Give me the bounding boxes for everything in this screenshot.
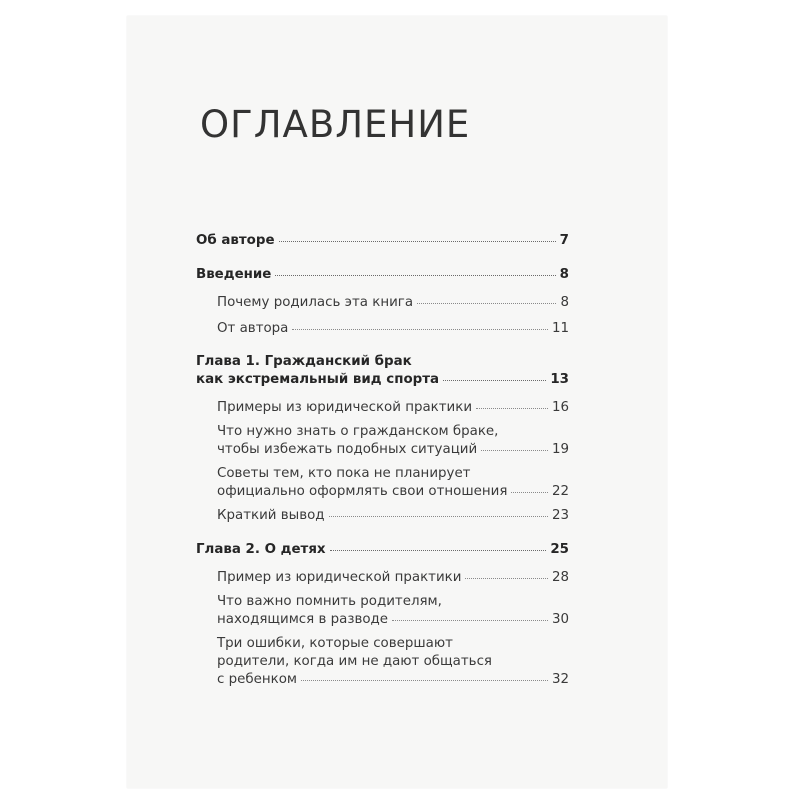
dot-leader [292, 329, 548, 330]
toc-page-number: 8 [559, 267, 569, 282]
dot-leader [301, 680, 548, 681]
toc-entry-label: Об авторе [196, 233, 275, 248]
toc-entry-chapter-1[interactable] [196, 373, 569, 386]
toc-entry-label: находящимся в разводе [217, 612, 389, 627]
toc-ch2-remember-line[interactable]: Что важно помнить родителям, [217, 594, 442, 609]
toc-ch2-mistakes-line-2[interactable]: родители, когда им не дают общаться [217, 654, 492, 669]
toc-page-number: 13 [550, 372, 569, 387]
toc-page-number: 25 [550, 542, 569, 557]
dot-leader [329, 516, 548, 517]
toc-ch2-mistakes-line-1[interactable]: Три ошибки, которые совершают [217, 636, 453, 651]
toc-entry-why-book[interactable] [217, 296, 569, 309]
toc-entry-ch1-examples[interactable] [217, 401, 569, 414]
toc-entry-label: официально оформлять свои отношения [217, 484, 508, 499]
toc-entry-label: Глава 2. О детях [196, 542, 326, 557]
toc-page-number: 30 [551, 612, 569, 627]
dot-leader [443, 380, 546, 381]
toc-ch1-advice-line[interactable]: Советы тем, кто пока не планирует [217, 466, 471, 481]
toc-page-number: 8 [560, 295, 569, 310]
toc-entry-label: как экстремальный вид спорта [196, 372, 440, 387]
dot-leader [465, 578, 547, 579]
toc-entry-label: Примеры из юридической практики [217, 400, 473, 415]
toc-entry-label: Введение [196, 267, 272, 282]
toc-entry-label: Почему родилась эта книга [217, 295, 414, 310]
dot-leader [392, 620, 548, 621]
toc-entry-ch2-example[interactable] [217, 571, 569, 584]
toc-entry-ch1-summary[interactable] [217, 509, 569, 522]
toc-chapter-1-title-line[interactable]: Глава 1. Гражданский брак [196, 354, 412, 369]
toc-entry-intro[interactable] [196, 268, 569, 281]
toc-page-number: 11 [551, 321, 569, 336]
toc-entry-label: Пример из юридической практики [217, 570, 462, 585]
dot-leader [417, 303, 556, 304]
toc-entry-label: чтобы избежать подобных ситуаций [217, 442, 478, 457]
toc-entry-label: с ребенком [217, 672, 297, 687]
toc-page-number: 23 [551, 508, 569, 523]
toc-entry-from-author[interactable] [217, 322, 569, 335]
dot-leader [511, 492, 548, 493]
toc-entry-label: Краткий вывод [217, 508, 325, 523]
page-title: ОГЛАВЛЕНИЕ [200, 103, 471, 146]
dot-leader [476, 408, 548, 409]
toc-page-number: 32 [551, 672, 569, 687]
toc-ch1-need-know-line[interactable]: Что нужно знать о гражданском браке, [217, 424, 499, 439]
toc-entry-ch1-need-know[interactable] [217, 443, 569, 456]
toc-entry-chapter-2[interactable] [196, 543, 569, 556]
toc-page-number: 7 [559, 233, 569, 248]
dot-leader [330, 550, 547, 551]
toc-page-number: 28 [551, 570, 569, 585]
toc-entry-label: От автора [217, 321, 289, 336]
dot-leader [275, 275, 555, 276]
toc-page-number: 19 [551, 442, 569, 457]
dot-leader [481, 450, 548, 451]
toc-entry-ch1-advice[interactable] [217, 485, 569, 498]
toc-entry-ch2-remember[interactable] [217, 613, 569, 626]
dot-leader [279, 241, 556, 242]
toc-page-number: 16 [551, 400, 569, 415]
toc-entry-about-author[interactable] [196, 234, 569, 247]
toc-entry-ch2-mistakes[interactable] [217, 673, 569, 686]
toc-page-number: 22 [551, 484, 569, 499]
